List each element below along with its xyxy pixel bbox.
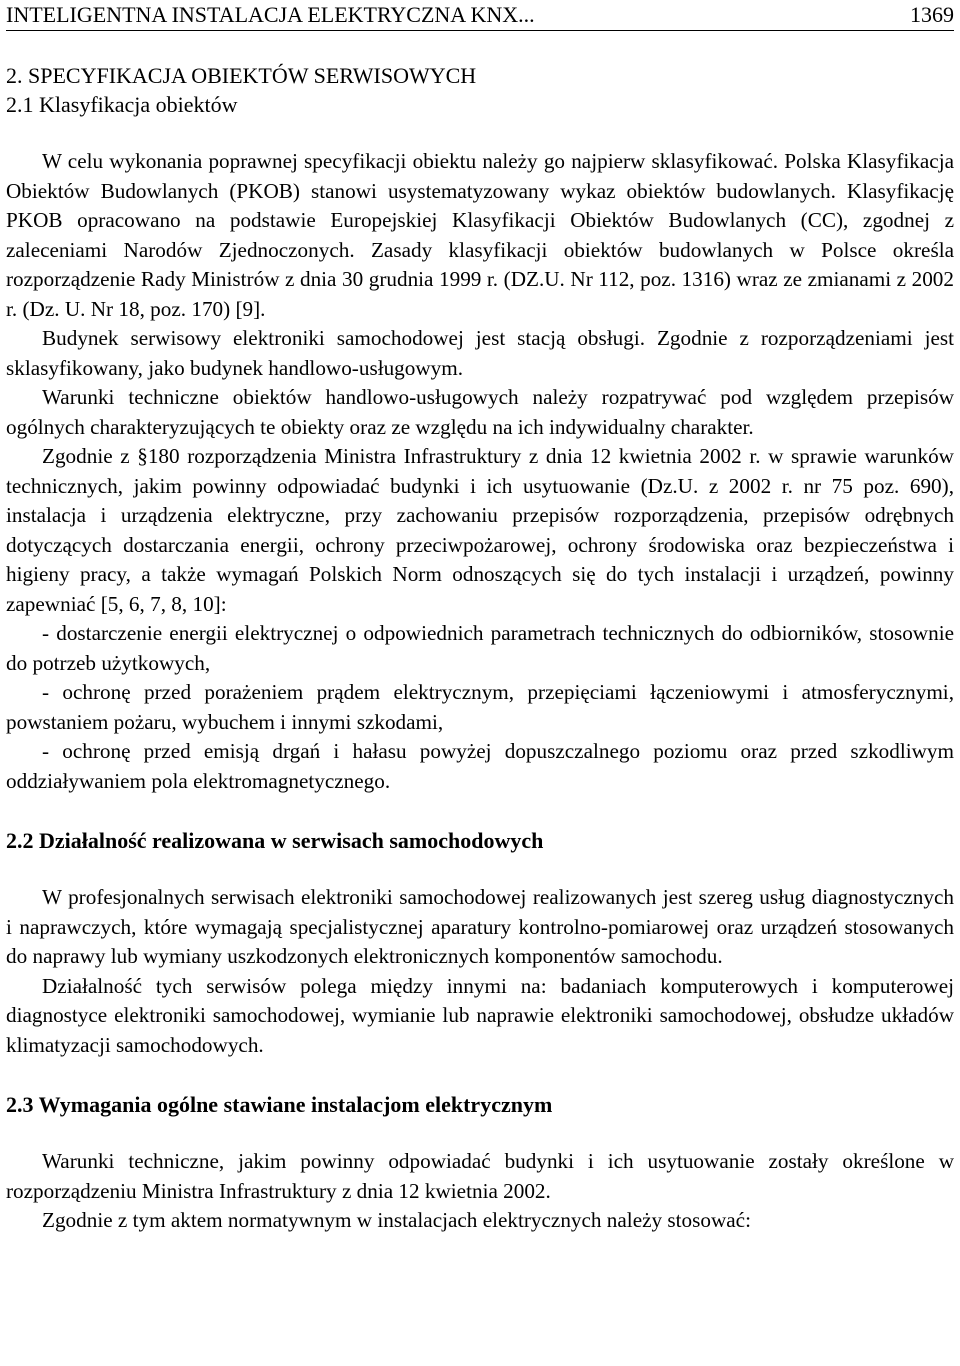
spacer — [6, 1119, 954, 1147]
paragraph: Budynek serwisowy elektroniki samochodowej jest stacją obsługi. Zgodnie z rozporządzeniami jest sklasyfikowany, jako budynek handlowo-usługowym. — [6, 326, 954, 380]
spacer — [6, 796, 954, 826]
paragraph: W celu wykonania poprawnej specyfikacji obiektu należy go najpierw sklasyfikować. Polska Klasyfikacja Obiektów Budowlanych (PKOB) stanowi usystematyzowany wykaz obiektów budowlanych. Klasyfikację PKOB opracowano na podstawie Europejskiej Klasyfikacji Obiektów Budowlanych (CC), zgodnej z zaleceniami Narodów Zjednoczonych. Zasady klasyfikacji obiektów budowlanych w Polsce określa rozporządzenie Rady Ministrów z dnia 30 grudnia 1999 r. (DZ.U. Nr 112, poz. 1316) wraz ze zmianami z 2002 r. (Dz. U. Nr 18, poz. 170) [9]. — [6, 149, 954, 321]
paragraph: Działalność tych serwisów polega między innymi na: badaniach komputerowych i komputerowej diagnostyce elektroniki samochodowej, wymianie lub naprawie elektroniki samochodowej, obsłudze układów klimatyzacji samochodowych. — [6, 973, 954, 1057]
running-header — [6, 0, 954, 31]
section-heading-2-2: 2.2 Działalność realizowana w serwisach samochodowych — [6, 828, 544, 853]
spacer — [6, 119, 954, 147]
document-page — [6, 0, 954, 1236]
bullet-item: - ochronę przed emisją drgań i hałasu powyżej dopuszczalnego poziomu oraz przed szkodliwym oddziaływaniem pola elektromagnetycznego. — [6, 739, 954, 793]
paragraph: W profesjonalnych serwisach elektroniki samochodowej realizowanych jest szereg usług diagnostycznych i naprawczych, które wymagają specjalistycznej aparatury kontrolno-pomiarowej oraz urządzeń stosowanych do naprawy lub wymiany uszkodzonych elektronicznych komponentów samochodu. — [6, 885, 954, 968]
paragraph: Zgodnie z §180 rozporządzenia Ministra Infrastruktury z dnia 12 kwietnia 2002 r. w sprawie warunków technicznych, jakim powinny odpowiadać budynki i ich usytuowanie (Dz.U. z 2002 r. nr 75 poz. 690), instalacja i urządzenia elektryczne, przy zachowaniu przepisów rozporządzenia, przepisów odrębnych dotyczących dostarczania energii, ochrony przeciwpożarowej, ochrony środowiska oraz bezpieczeństwa i higieny pracy, a także wymagań Polskich Norm odnoszących się do tych instalacji i urządzeń, powinny zapewniać [5, 6, 7, 8, 10]: — [6, 444, 954, 616]
spacer — [6, 855, 954, 883]
section-heading-2-3: 2.3 Wymagania ogólne stawiane instalacjom elektrycznym — [6, 1092, 553, 1117]
paragraph: Zgodnie z tym aktem normatywnym w instalacjach elektrycznych należy stosować: — [42, 1208, 751, 1232]
page-number: 1369 — [910, 2, 954, 27]
paragraph: Warunki techniczne obiektów handlowo-usługowych należy rozpatrywać pod względem przepisów ogólnych charakteryzujących te obiekty oraz ze względu na ich indywidualny charakter. — [6, 385, 954, 439]
bullet-item: - ochronę przed porażeniem prądem elektrycznym, przepięciami łączeniowymi i atmosferycznymi, powstaniem pożaru, wybuchem i innymi szkodami, — [6, 680, 954, 734]
chapter-heading: 2. SPECYFIKACJA OBIEKTÓW SERWISOWYCH — [6, 63, 477, 88]
spacer — [6, 1060, 954, 1090]
bullet-item: - dostarczenie energii elektrycznej o odpowiednich parametrach technicznych do odbiorników, stosownie do potrzeb użytkowych, — [6, 621, 954, 675]
header-title: INTELIGENTNA INSTALACJA ELEKTRYCZNA KNX... — [6, 2, 535, 27]
paragraph: Warunki techniczne, jakim powinny odpowiadać budynki i ich usytuowanie zostały określone w rozporządzeniu Ministra Infrastruktury z dnia 12 kwietnia 2002. — [6, 1149, 954, 1203]
section-heading-2-1: 2.1 Klasyfikacja obiektów — [6, 92, 238, 117]
